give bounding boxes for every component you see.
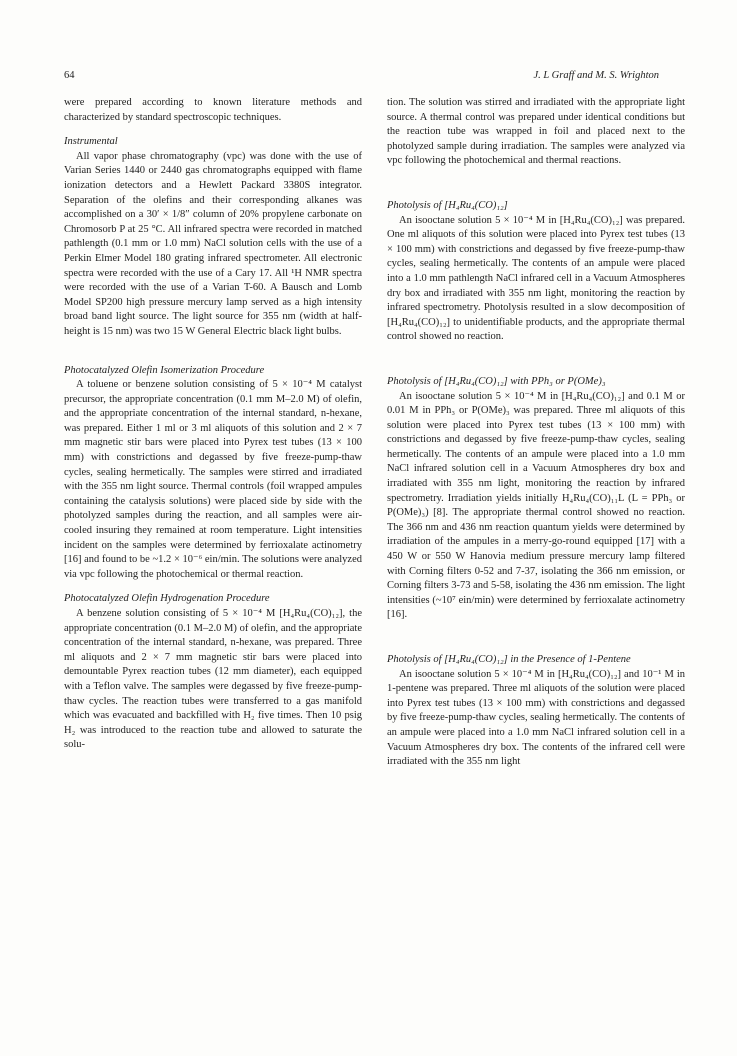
photolysis-1-heading: Photolysis of [H₄Ru₄(CO)₁₂] bbox=[387, 199, 508, 211]
hydrogenation-heading: Photocatalyzed Olefin Hydrogenation Procedure bbox=[64, 593, 270, 605]
photolysis-3-heading: Photolysis of [H₄Ru₄(CO)₁₂] in the Presence of 1-Pentene bbox=[387, 654, 631, 665]
instrumental-body: All vapor phase chromatography (vpc) was done with the use of Varian Series 1440 or 2440 gas chromatographs equipped with flame ionization detectors and a Hewlett Packard 3380S integrator. Separation of the olefins and their corresponding alkanes was accomplished on a 30′ × 1/8″ column of 20% propylene carbonate on Chromosorb P at 25 °C. All infrared spectra were recorded in matched pathlength (0.1 mm or 1.0 mm) NaCl solution cells with the use of a Perkin Elmer Model 180 grating infrared spectrometer. All electronic spectra were recorded with the use of a Cary 17. All ¹H NMR spectra were recorded with the use of a Varian T-60. A Bausch and Lomb Model SP200 high pressure mercury lamp served as a high intensity broad band light source. The light source for 355 nm (width at half-height is 15 nm) was two 15 W General Electric black light bulbs. bbox=[64, 150, 362, 337]
intro-continuation: were prepared according to known literature methods and characterized by standard spectroscopic techniques. bbox=[64, 97, 362, 123]
running-title: J. L Graff and M. S. Wrighton bbox=[533, 70, 659, 81]
isomerization-body: A toluene or benzene solution consisting of 5 × 10⁻⁴ M catalyst precursor, the appropriate concentration (0.1 mm M–2.0 M) of olefin, and the appropriate concentration of the internal standard, n-hexane, was prepared. Either 1 ml or 3 ml aliquots of this solution and 2 × 7 mm magnetic stir bars were placed into Pyrex test tubes (13 × 100 mm) with constrictions and degassed by five freeze-pump-thaw cycles, sealing hermetically. The samples were stirred and irradiated with the 355 nm light source. Thermal controls (foil wrapped ampules containing the catalysis solutions) were placed side by side with the photolyzed samples during the reaction, and all samples were air-cooled insuring they remained at room temperature. Light intensities incident on the samples were determined by ferrioxalate actinometry [16] and found to be ~1.2 × 10⁻⁶ ein/min. The solutions were analyzed via vpc following the photochemical or thermal reaction. bbox=[64, 379, 362, 580]
isomerization-heading: Photocatalyzed Olefin Isomerization Procedure bbox=[64, 364, 265, 376]
photolysis-2-body: An isooctane solution 5 × 10⁻⁴ M in [H₄Ru₄(CO)₁₂] and 0.1 M or 0.01 M in PPh₃ or P(OMe)₃ was prepared. Three ml aliquots of this solution were placed into Pyrex test tubes (13 × 100 mm) with constrictions and degassed by five freeze-pump-thaw cycles, sealing hermetically. The contents of an ampule were placed into a 1.0 mm NaCl infrared solution cell in a Vacuum Atmospheres dry box and irradiated with 355 nm light, monitoring the reaction by infrared spectrometry. Irradiation yields initially H₄Ru₄(CO)₁₁L (L = PPh₃ or P(OMe)₃) [8]. The appropriate thermal control showed no reaction. The 366 nm and 436 nm reaction quantum yields were determined by irradiation of the ampules in a merry-go-round equipped [17] with a 450 W or 550 W Hanovia medium pressure mercury lamp filtered with Corning filters 0-52 and 7-37, isolating the 366 nm emission, or Corning filters 3-73 and 5-58, isolating the 436 nm emission. The light intensities (~10⁷ ein/min) were determined by ferrioxalate actinometry [16]. bbox=[387, 390, 685, 621]
instrumental-heading: Instrumental bbox=[64, 136, 118, 148]
left-column bbox=[64, 96, 362, 753]
hydrogenation-continuation: tion. The solution was stirred and irradiated with the appropriate light source. A thermal control was prepared under identical conditions but the reaction tube was wrapped in foil and placed next to the photolyzed sample during irradiation. The samples were analyzed via vpc following the photochemical and thermal reactions. bbox=[387, 97, 685, 167]
photolysis-2-heading: Photolysis of [H₄Ru₄(CO)₁₂] with PPh₃ or P(OMe)₃ bbox=[387, 375, 606, 387]
photolysis-1-body: An isooctane solution 5 × 10⁻⁴ M in [H₄Ru₄(CO)₁₂] was prepared. One ml aliquots of this solution were placed into Pyrex test tubes (13 × 100 mm) with constrictions and degassed by five freeze-pump-thaw cycles, sealing hermetically. The contents of an ampule were placed into a 1.0 mm pathlength NaCl infrared cell in a Vacuum Atmospheres dry box and irradiated with 355 nm light, monitoring the reaction by infrared spectrometry. Photolysis resulted in a slow decomposition of [H₄Ru₄(CO)₁₂] to unidentifiable products, and the appropriate thermal control showed no reaction. bbox=[387, 214, 685, 343]
page-number: 64 bbox=[64, 70, 75, 81]
hydrogenation-body: A benzene solution consisting of 5 × 10⁻⁴ M [H₄Ru₄(CO)₁₂], the appropriate concentration (0.1 M–2.0 M) of olefin, and the appropriate concentration of the internal standard, n-hexane, was prepared. Three ml aliquots and 2 × 7 mm magnetic stir bars were placed into demountable Pyrex reaction tubes (12 mm diameter), each equipped with a Teflon valve. The samples were degassed by five freeze-pump-thaw cycles. The reaction tubes were transferred to a gas manifold which was evacuated and backfilled with H₂ five times. Then 10 psig H₂ was introduced to the reaction tube and allowed to saturate the solu- bbox=[64, 608, 362, 751]
right-column bbox=[387, 96, 685, 770]
photolysis-3-body: An isooctane solution 5 × 10⁻⁴ M in [H₄Ru₄(CO)₁₂] and 10⁻¹ M in 1-pentene was prepared. Three ml aliquots of the solution were placed into Pyrex test tubes (13 × 100 mm) with constrictions and degassed by five freeze-pump-thaw cycles, sealing hermetically. The contents of an ampule were placed into a 1.0 mm NaCl infrared solution cell in a Vacuum Atmospheres dry box. The contents of the infrared cell were irradiated with the 355 nm light bbox=[387, 668, 685, 768]
